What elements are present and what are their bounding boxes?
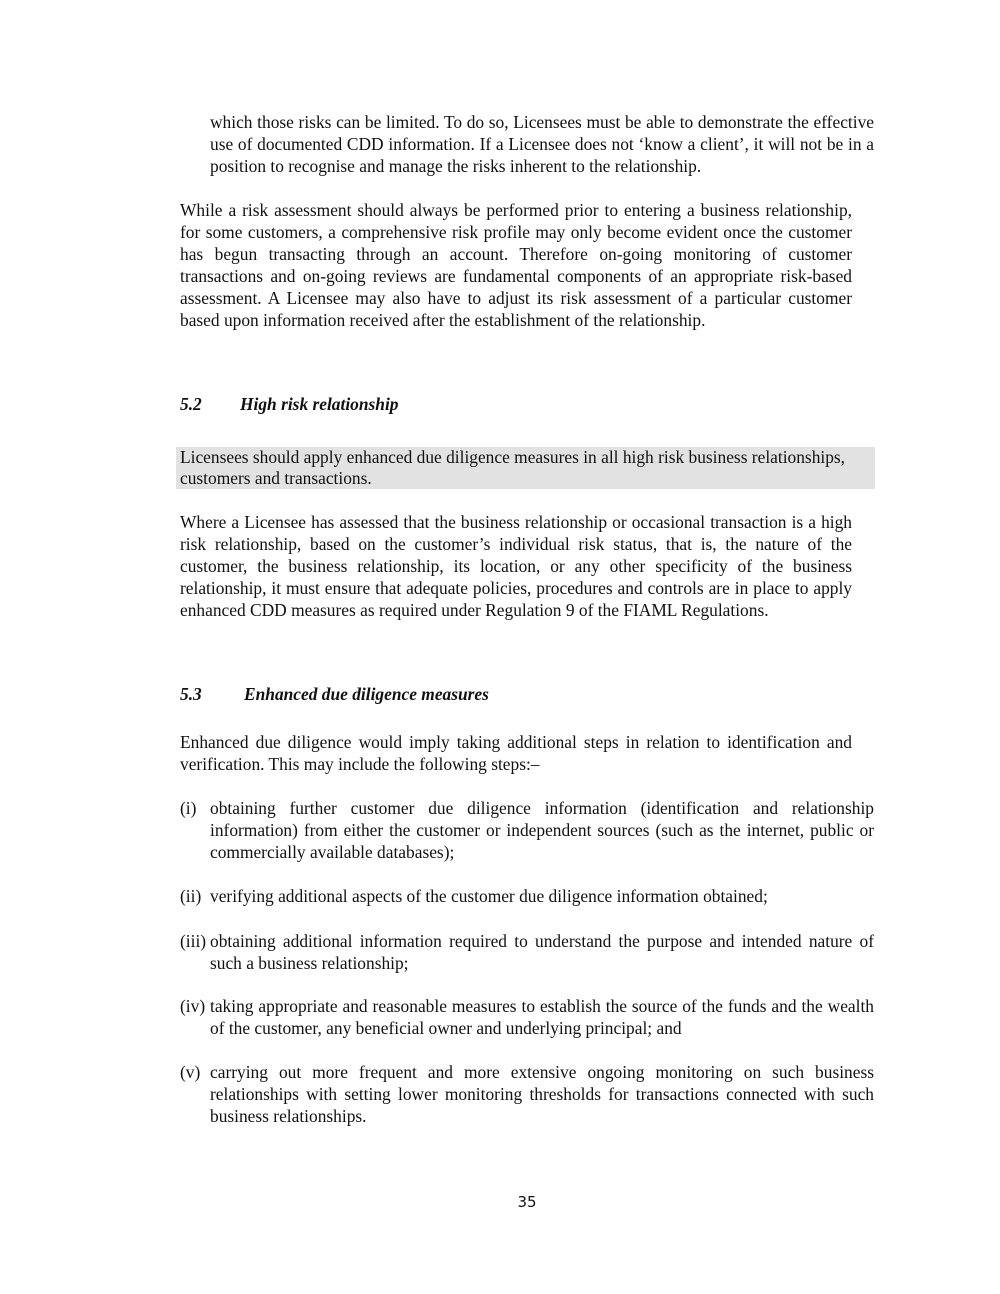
list-item [180,885,874,907]
callout-text: Licensees should apply enhanced due diligence measures in all high risk business relationships, customers and transactions. [180,447,846,488]
list-item-text: obtaining additional information required to understand the purpose and intended nature of such a business relationship; [210,931,874,973]
list-item [180,995,874,1039]
list-marker: (i) [180,798,197,818]
highlighted-callout-box [176,447,875,489]
section-5-2-heading [180,393,399,415]
list-item-text: taking appropriate and reasonable measures to establish the source of the funds and the wealth of the customer, any beneficial owner and underlying principal; and [210,996,874,1038]
list-marker: (iv) [180,996,206,1016]
list-marker: (v) [180,1062,201,1082]
list-item [180,1061,874,1127]
list-marker: (ii) [180,886,202,906]
section-title: Enhanced due diligence measures [244,684,489,704]
enhanced-dd-intro-paragraph: Enhanced due diligence would imply taking additional steps in relation to identification and verification. This may include the following steps:– [180,732,852,774]
section-5-3-heading [180,683,489,705]
risk-assessment-paragraph: While a risk assessment should always be performed prior to entering a business relationship, for some customers, a comprehensive risk profile may only become evident once the customer has begun transacting through an account. Therefore on-going monitoring of customer transactions and on-going reviews are fundamental components of an appropriate risk-based assessment. A Licensee may also have to adjust its risk assessment of a particular customer based upon information received after the establishment of the relationship. [180,200,852,330]
section-number: 5.3 [180,684,202,704]
page-number: 35 [517,1193,537,1211]
list-marker: (iii) [180,931,207,951]
list-item-text: verifying additional aspects of the customer due diligence information obtained; [210,886,768,906]
continued-paragraph: which those risks can be limited. To do so, Licensees must be able to demonstrate the effective use of documented CDD information. If a Licensee does not ‘know a client’, it will not be in a position to recognise and manage the risks inherent to the relationship. [210,112,874,176]
list-item-text: obtaining further customer due diligence information (identification and relationship information) from either the customer or independent sources (such as the internet, public or commercially available databases); [210,798,874,862]
list-item-text: carrying out more frequent and more extensive ongoing monitoring on such business relationships with setting lower monitoring thresholds for transactions connected with such business relationships. [210,1062,874,1126]
list-item [180,930,874,974]
high-risk-body-paragraph: Where a Licensee has assessed that the business relationship or occasional transaction is a high risk relationship, based on the customer’s individual risk status, that is, the nature of the customer, the business relationship, its location, or any other specificity of the business relationship, it must ensure that adequate policies, procedures and controls are in place to apply enhanced CDD measures as required under Regulation 9 of the FIAML Regulations. [180,512,852,620]
section-title: High risk relationship [240,394,399,414]
list-item [180,797,874,863]
section-number: 5.2 [180,394,202,414]
